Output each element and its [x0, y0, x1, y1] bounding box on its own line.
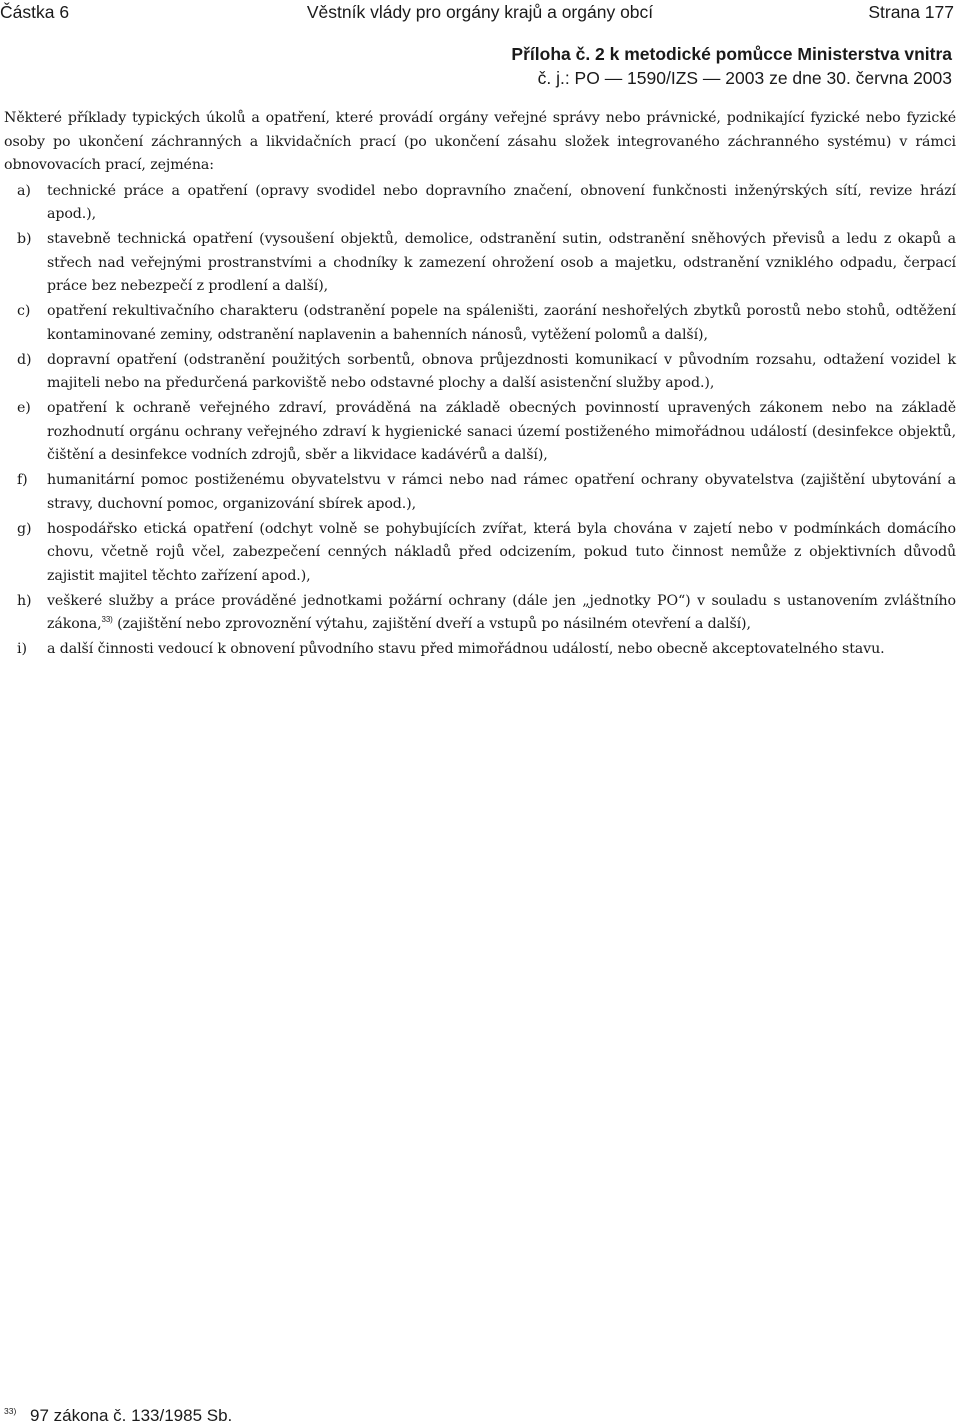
list-item-marker: d): [17, 351, 32, 368]
list-item-text: opatření rekultivačního charakteru (odstranění popele na spáleništi, zaorání neshořelých zbytků porostů nebo stohů, odtěžení kontaminované zeminy, odstranění naplavenin a bahenních nánosů, vytěžení polomů a další),: [47, 303, 956, 343]
intro-paragraph: Některé příklady typických úkolů a opatření, které provádí orgány veřejné správy nebo právnické, podnikající fyzické nebo fyzické osoby po ukončení záchranných a likvidačních prací (po ukončení zásahu složek integrovaného záchranného systému) v rámci obnovovacích prací, zejména:: [4, 110, 956, 173]
list-item-text: dopravní opatření (odstranění použitých sorbentů, obnova průjezdnosti komunikací v původním rozsahu, odtažení vozidel k majiteli nebo na předurčená parkoviště nebo odstavné plochy a další asistenční služby apod.),: [47, 351, 956, 391]
footnote-reference[interactable]: 33): [101, 615, 113, 624]
footnote-text: 97 zákona č. 133/1985 Sb.: [30, 1406, 233, 1425]
list-item-text: [47, 590, 956, 637]
list-item-marker: a): [17, 182, 31, 199]
annex-reference: č. j.: PO — 1590/IZS — 2003 ze dne 30. června 2003: [537, 68, 952, 88]
list-item-c: [4, 300, 956, 347]
list-item-h: [4, 590, 956, 637]
list-item-text-after: (zajištění nebo zprovoznění výtahu, zajištění dveří a vstupů po násilném otevření a další),: [112, 616, 751, 632]
measures-list: [4, 180, 956, 662]
footnote: 33) 97 zákona č. 133/1985 Sb.: [4, 1406, 233, 1425]
list-item-marker: b): [17, 231, 32, 247]
list-item-text: opatření k ochraně veřejného zdraví, prováděná na základě obecných povinností upravených zákonem nebo na základě rozhodnutí orgánu ochrany veřejného zdraví k hygienické sanaci území postiženého mimořádnou událostí (desinfekce objektů, čištění a desinfekce vodních zdrojů, sběr a likvidace kadávérů a další),: [47, 400, 956, 463]
list-item-marker: h): [17, 592, 32, 609]
list-item-marker: c): [17, 303, 31, 319]
annex-title: Příloha č. 2 k metodické pomůcce Ministerstva vnitra: [511, 44, 952, 64]
document-body: [4, 107, 956, 663]
running-header: [0, 0, 960, 24]
list-item-text: a další činnosti vedoucí k obnovení původního stavu před mimořádnou událostí, nebo obecně akceptovatelného stavu.: [47, 641, 885, 657]
list-item-text: humanitární pomoc postiženému obyvatelstvu v rámci nebo nad rámec opatření ochrany obyvatelstva (zajištění ubytování a stravy, duchovní pomoc, organizování sbírek apod.),: [47, 472, 956, 512]
list-item-text: technické práce a opatření (opravy svodidel nebo dopravního značení, obnovení funkčnosti inženýrských sítí, revize hrází apod.),: [47, 182, 956, 222]
list-item-g: [4, 518, 956, 589]
header-part-number: Částka 6: [0, 2, 70, 22]
list-item-marker: i): [17, 641, 27, 657]
list-item-d: [4, 349, 956, 396]
list-item-marker: g): [17, 520, 32, 537]
list-item-marker: e): [17, 400, 31, 416]
list-item-a: [4, 180, 956, 227]
list-item-marker: f): [17, 472, 28, 488]
list-item-text: hospodářsko etická opatření (odchyt volně se pohybujících zvířat, která byla chována v zajetí nebo v podmínkách domácího chovu, včetně rojů včel, zabezpečení cenných nákladů před odcizením, pokud tuto činnost nemůže z objektivních důvodů zajistit majitel těchto zařízení apod.),: [47, 520, 956, 584]
list-item-text: stavebně technická opatření (vysoušení objektů, demolice, odstranění sutin, odstranění sněhových převisů a ledu z okapů a střech nad veřejnými prostranstvími a chodníky k zamezení ohrožení osob a majetku, odstranění vzniklého odpadu, čerpací práce bez nebezpečí z prodlení a další),: [47, 231, 956, 294]
annex-heading: [511, 42, 952, 90]
list-item-b: [4, 228, 956, 299]
list-item-i: [4, 638, 956, 662]
list-item-f: [4, 469, 956, 516]
header-journal-title: Věstník vlády pro orgány krajů a orgány obcí: [306, 2, 654, 22]
list-item-text-before: veškeré služby a práce prováděné jednotkami požární ochrany (dále jen „jednotky PO“) v souladu s ustanovením zvláštního zákona,: [47, 592, 956, 632]
header-page-number: Strana 177: [868, 2, 954, 22]
list-item-e: [4, 397, 956, 468]
